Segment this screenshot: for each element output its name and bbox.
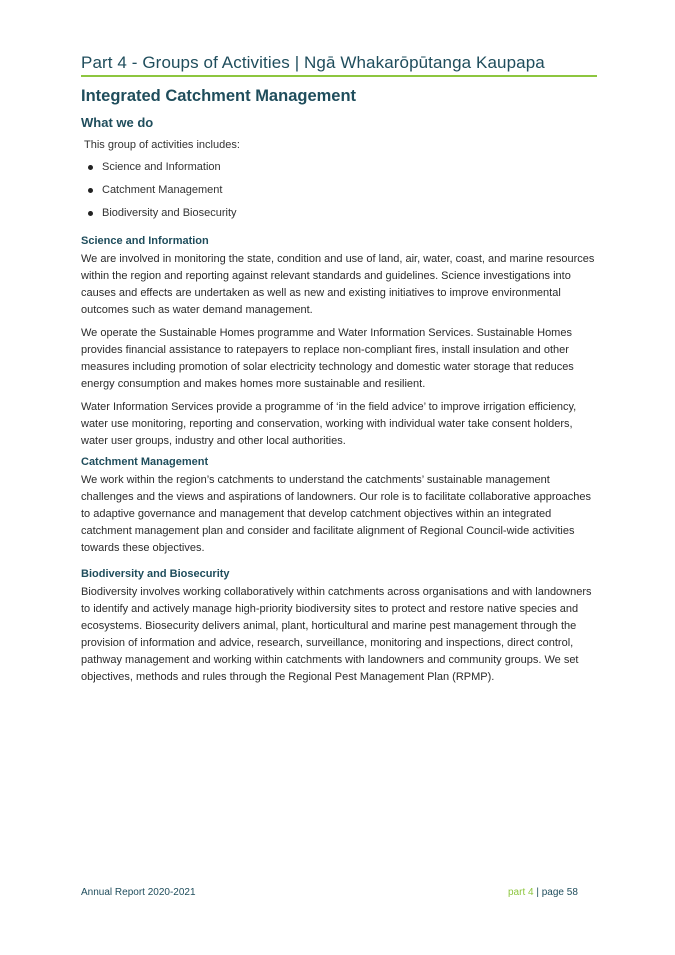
footer-page-number: page 58: [541, 887, 578, 898]
page-title: Integrated Catchment Management: [81, 87, 357, 105]
list-item-label: Science and Information: [102, 161, 221, 173]
footer-separator: |: [536, 887, 539, 898]
part-title: Part 4 - Groups of Activities | Ngā Whakarōpūtanga Kaupapa: [81, 53, 545, 72]
bullet-icon: [88, 165, 93, 170]
bullet-icon: [88, 188, 93, 193]
paragraph: Water Information Services provide a programme of ‘in the field advice’ to improve irrigation efficiency, water use monitoring, reporting and conservation, working with individual water take consent holders, water user groups, industry and other local authorities.: [81, 401, 577, 447]
paragraph: Biodiversity involves working collaboratively within catchments across organisations and with landowners to identify and actively manage high-priority biodiversity sites to protect and restore native species and ecosystems. Biosecurity delivers animal, plant, horticultural and marine pest management through the provision of information and advice, research, surveillance, monitoring and inspections, direct control, pathway management and working within catchments with landowners and community groups. We set objectives, methods and rules through the Regional Pest Management Plan (RPMP).: [81, 586, 592, 683]
paragraph: We work within the region’s catchments to understand the catchments’ sustainable management challenges and the views and aspirations of landowners. Our role is to facilitate collaborative approaches to adaptive governance and management that develop catchment objectives within an integrated catchment management plan and consider and facilitate alignment of Regional Council-wide activities towards these objectives.: [81, 474, 591, 554]
section-science: [81, 234, 597, 456]
bullet-icon: [88, 211, 93, 216]
header-divider: [81, 75, 597, 77]
paragraph: We operate the Sustainable Homes programme and Water Information Services. Sustainable Homes provides financial assistance to ratepayers to replace non-compliant fires, install insulation and other measures including promotion of solar electricity technology and domestic water storage that reduces energy consumption and makes homes more sustainable and resilient.: [81, 327, 574, 390]
section-catchment: [81, 455, 597, 563]
section-heading: Biodiversity and Biosecurity: [81, 568, 230, 580]
intro-text: This group of activities includes:: [84, 139, 240, 151]
footer-part: part 4: [508, 887, 534, 898]
section-biodiversity: [81, 567, 597, 692]
footer-page-info: [508, 887, 578, 898]
paragraph: We are involved in monitoring the state, condition and use of land, air, water, coast, and marine resources within the region and reporting against relevant standards and guidelines. Science investigations into causes and effects are undertaken as well as new and existing initiatives to improve environmental outcomes such as water demand management.: [81, 253, 595, 316]
list-item-label: Catchment Management: [102, 184, 223, 196]
section-heading: Science and Information: [81, 235, 209, 247]
list-item-label: Biodiversity and Biosecurity: [102, 207, 237, 219]
footer-report-title: Annual Report 2020-2021: [81, 887, 196, 898]
section-subtitle: What we do: [81, 115, 154, 130]
section-heading: Catchment Management: [81, 456, 209, 468]
